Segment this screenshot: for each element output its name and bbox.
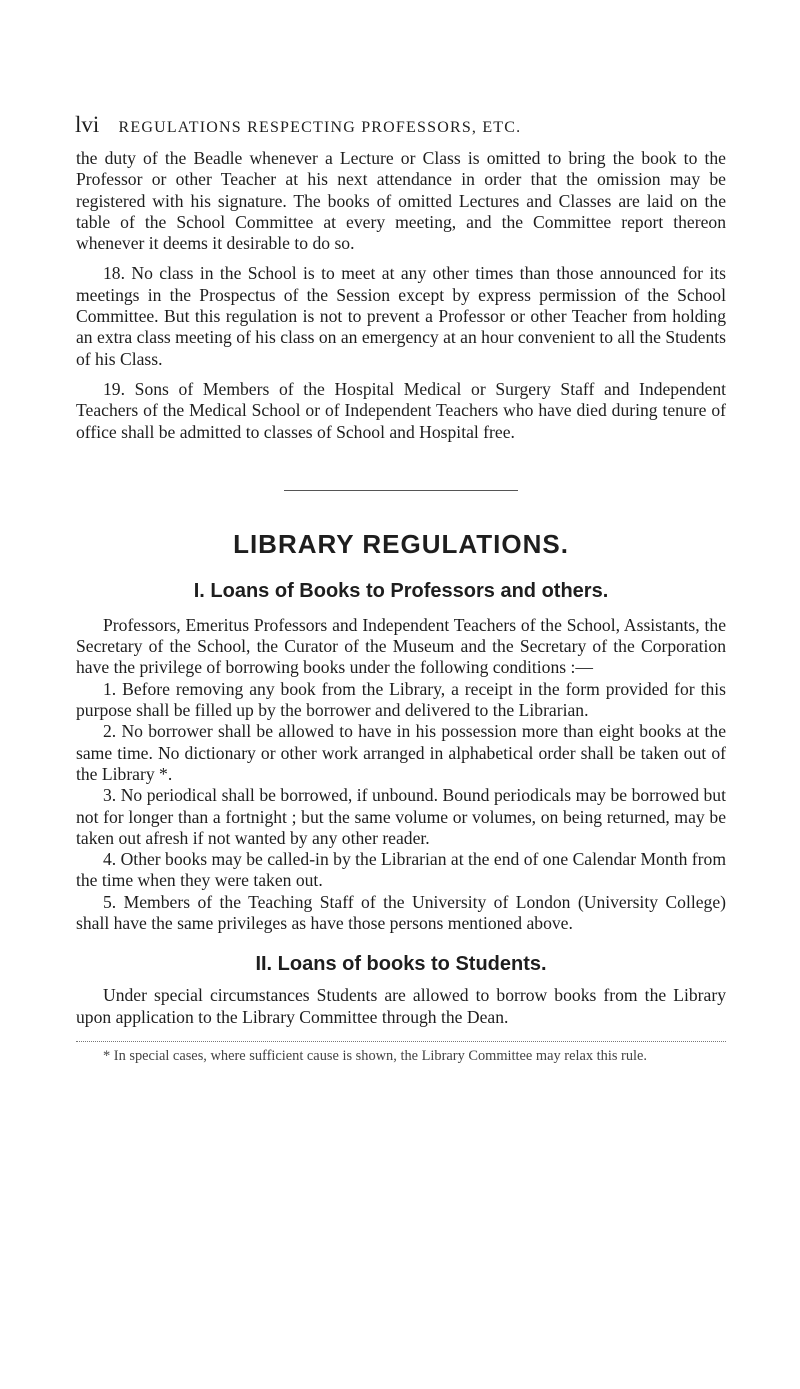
regulation-19: 19. Sons of Members of the Hospital Medical or Surgery Staff and Independent Teachers of the Medical School or of Independent Teachers who have died during tenure of office shall be admitted to classes of School and Hospital free.: [76, 378, 726, 442]
page-number: lvi: [75, 112, 100, 137]
section-2-title: II. Loans of books to Students.: [255, 953, 547, 976]
library-rule-4: 4. Other books may be called-in by the Librarian at the end of one Calendar Month from the time when they were taken out.: [76, 849, 726, 891]
section-divider: [284, 490, 518, 491]
footnote: * In special cases, where sufficient cause is shown, the Library Committee may relax this rule.: [103, 1047, 648, 1064]
footnote-divider: [76, 1041, 726, 1042]
regulation-18: 18. No class in the School is to meet at any other times than those announced for its meetings in the Prospectus of the Session except by express permission of the School Committee. But this regulation is not to prevent a Professor or other Teacher from holding an extra class meeting of his class on an emergency at an hour convenient to all the Students of his Class.: [76, 263, 726, 369]
library-rule-5: 5. Members of the Teaching Staff of the University of London (University College) shall have the same privileges as have those persons mentioned above.: [76, 891, 726, 934]
section-2-text: Under special circumstances Students are allowed to borrow books from the Library upon application to the Library Committee through the Dean.: [76, 985, 726, 1027]
library-rule-3: 3. No periodical shall be borrowed, if unbound. Bound periodicals may be borrowed but not for longer than a fortnight ; but the same volume or volumes, on being returned, may be taken out afresh if not wanted by any other reader.: [76, 785, 726, 848]
section-1-title: I. Loans of Books to Professors and others.: [193, 579, 609, 602]
continuation-paragraph: the duty of the Beadle whenever a Lecture or Class is omitted to bring the book to the Professor or other Teacher at his next attendance in order that the omission may be registered with his signature. The books of omitted Lectures and Classes are laid on the table of the School Committee at every meeting, and the Committee report thereon whenever it deems it desirable to do so.: [76, 148, 726, 254]
library-rule-2: 2. No borrower shall be allowed to have in his possession more than eight books at the same time. No dictionary or other work arranged in alphabetical order shall be taken out of the Library *.: [76, 721, 726, 784]
section-1-intro: Professors, Emeritus Professors and Independent Teachers of the School, Assistants, the Secretary of the School, the Curator of the Museum and the Secretary of the Corporation have the privilege of borrowing books under the following conditions :—: [76, 614, 726, 678]
running-header: [75, 112, 740, 138]
page-body: [76, 148, 726, 1065]
library-rule-1: 1. Before removing any book from the Library, a receipt in the form provided for this purpose shall be filled up by the borrower and delivered to the Librarian.: [76, 678, 726, 721]
running-title: REGULATIONS RESPECTING PROFESSORS, ETC.: [118, 119, 522, 136]
library-regulations-heading: LIBRARY REGULATIONS.: [233, 528, 569, 559]
